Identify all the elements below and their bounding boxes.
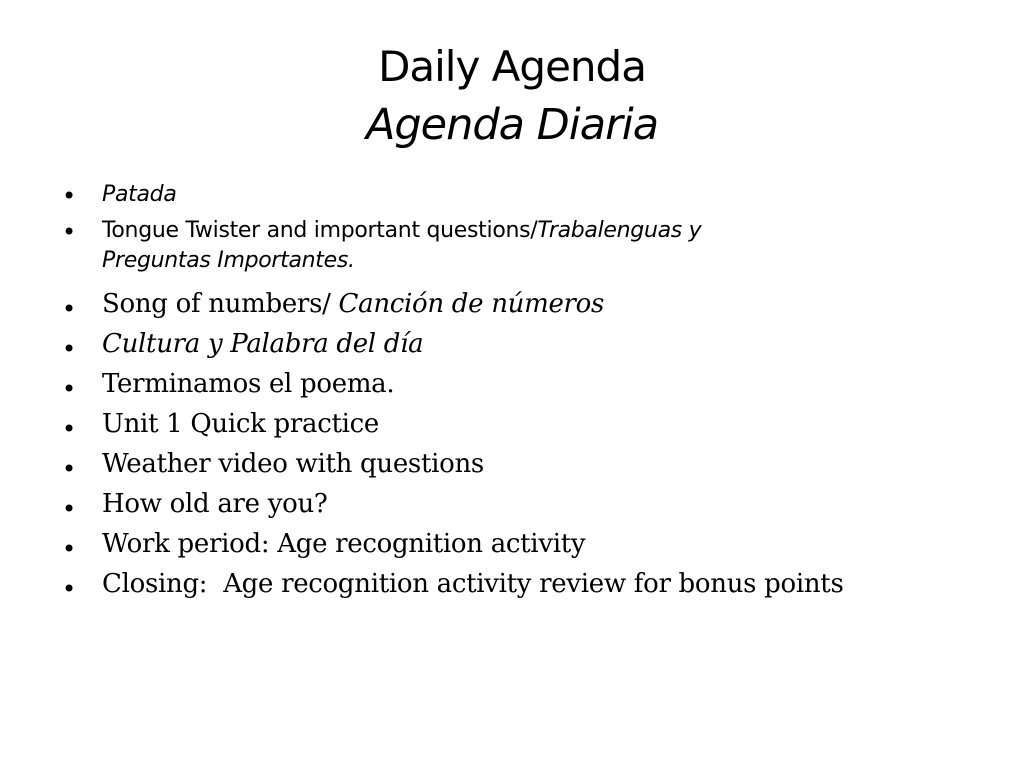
- list-item: [58, 524, 978, 564]
- list-item: [58, 444, 978, 484]
- item-text: Work period: Age recognition activity: [102, 529, 586, 559]
- title-main: Daily Agenda: [378, 42, 646, 91]
- item-text: Cultura y Palabra del día: [102, 329, 424, 359]
- list-item: [58, 324, 978, 364]
- item-text: Unit 1 Quick practice: [102, 409, 379, 439]
- bullet-icon: •: [62, 495, 76, 523]
- list-item: [58, 364, 978, 404]
- agenda-list: [58, 180, 978, 604]
- list-item: [58, 564, 978, 604]
- list-item: [58, 484, 978, 524]
- list-item: [58, 284, 978, 324]
- item-text-italic: Preguntas Importantes.: [102, 248, 355, 273]
- item-text: Tongue Twister and important questions/: [102, 218, 538, 243]
- bullet-icon: •: [62, 375, 76, 403]
- bullet-icon: •: [62, 535, 76, 563]
- item-text-italic: Canción de números: [338, 289, 605, 319]
- item-text: Closing: Age recognition activity review for bonus points: [102, 569, 844, 599]
- list-item: [58, 216, 978, 276]
- bullet-icon: •: [62, 335, 76, 363]
- bullet-icon: •: [62, 218, 76, 246]
- item-text: Patada: [102, 182, 177, 207]
- item-text: Weather video with questions: [102, 449, 484, 479]
- item-text: Song of numbers/: [102, 289, 339, 319]
- item-text-italic: Trabalenguas y: [537, 218, 702, 243]
- slide-title: [0, 38, 1024, 154]
- title-subtitle: Agenda Diaria: [365, 100, 659, 150]
- bullet-icon: •: [62, 295, 76, 323]
- bullet-icon: •: [62, 575, 76, 603]
- bullet-icon: •: [62, 415, 76, 443]
- item-line: [102, 216, 978, 246]
- bullet-icon: •: [62, 182, 76, 210]
- list-item: [58, 404, 978, 444]
- bullet-icon: •: [62, 455, 76, 483]
- list-item: [58, 180, 978, 210]
- item-text: Terminamos el poema.: [102, 369, 395, 399]
- item-text: How old are you?: [102, 489, 328, 519]
